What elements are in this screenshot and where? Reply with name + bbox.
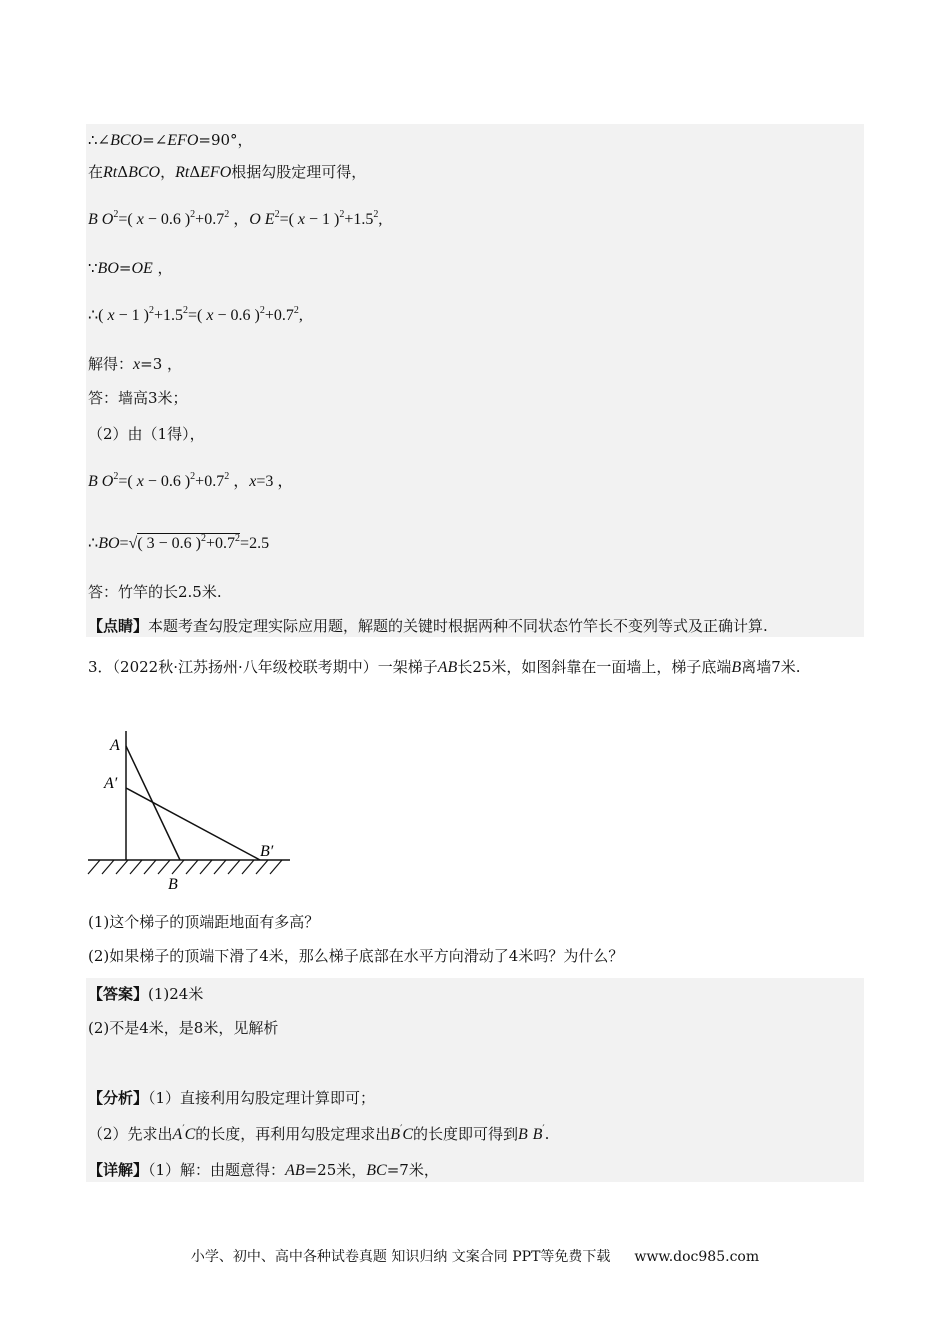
label-a: A — [110, 737, 120, 754]
comment-text: 本题考查勾股定理实际应用题，解题的关键时根据两种不同状态竹竿长不变列等式及正确计算. — [148, 617, 768, 635]
line-part2-from-1: （2）由（1得）， — [88, 425, 205, 443]
comment-tag: 【点睛】 — [88, 617, 149, 635]
line-bo-value: ∴BO=√( 3 − 0.6 )$^2+0.7^2=2.5$ — [88, 533, 270, 552]
line-solve-x: 解得：x=3 ， — [88, 355, 183, 373]
ladder-figure — [84, 726, 304, 896]
ladder-a-prime-b-prime — [126, 788, 260, 860]
label-b: B — [168, 876, 178, 893]
line-detail: 【详解】（1）解：由题意得：AB=25米，BC=7米， — [88, 1161, 439, 1179]
solution-block-1 — [86, 124, 864, 637]
line-analysis — [88, 1088, 375, 1108]
solution-block-2 — [86, 978, 864, 1182]
line-comment — [88, 616, 768, 636]
analysis-tag: 【分析】 — [88, 1089, 149, 1107]
label-a-prime: A′ — [104, 775, 118, 792]
label-b-prime: B′ — [260, 843, 274, 860]
question-3: 3．（2022秋·江苏扬州·八年级校联考期中）一架梯子AB长25米，如图斜靠在一面墙上，梯子底端B离墙7米. — [88, 658, 801, 676]
line-bo-oe-squared: B $O^2=$( x − 0.6 )$^2+0.7^2$ ，O $E^2=$( x − 1 )$^2+1.5^2$, — [88, 209, 383, 228]
line-bo-equals-oe: ∵BO=OE ， — [88, 259, 173, 277]
footer-url[interactable]: www.doc985.com — [634, 1249, 760, 1265]
detail-tag: 【详解】 — [88, 1161, 149, 1179]
answer-tag: 【答案】 — [88, 985, 149, 1003]
ground-hatching — [88, 860, 282, 874]
line-equation: ∴( x − 1 )$^2+1.5^2=$( x − 0.6 )$^2+0.7^2$, — [88, 305, 303, 324]
line-bo-squared-x3: B $O^2=$( x − 0.6 )$^2+0.7^2$ ，x=3 ， — [88, 471, 294, 490]
line-answer-pole: 答：竹竿的长2.5米. — [88, 583, 222, 601]
page-footer — [0, 1246, 950, 1266]
line-angle-equal: ∴∠BCO=∠EFO=90°， — [88, 131, 253, 149]
question-3-part-1: (1)这个梯子的顶端距地面有多高？ — [88, 913, 320, 931]
line-rt-triangles: 在RtΔBCO，RtΔEFO根据勾股定理可得， — [88, 163, 367, 181]
answer-2: (2)不是4米，是8米，见解析 — [88, 1019, 279, 1037]
answer-1: (1)24米 — [148, 985, 204, 1003]
analysis-2: （2）先求出A′C的长度，再利用勾股定理求出B′C的长度即可得到B B′. — [88, 1124, 550, 1143]
footer-text: 小学、初中、高中各种试卷真题 知识归纳 文案合同 PPT等免费下载 — [190, 1249, 611, 1265]
analysis-1: （1）直接利用勾股定理计算即可； — [148, 1089, 376, 1107]
line-answer-wall: 答：墙高3米； — [88, 389, 188, 407]
line-answer — [88, 984, 203, 1004]
question-3-part-2: (2)如果梯子的顶端下滑了4米，那么梯子底部在水平方向滑动了4米吗？为什么？ — [88, 947, 624, 965]
